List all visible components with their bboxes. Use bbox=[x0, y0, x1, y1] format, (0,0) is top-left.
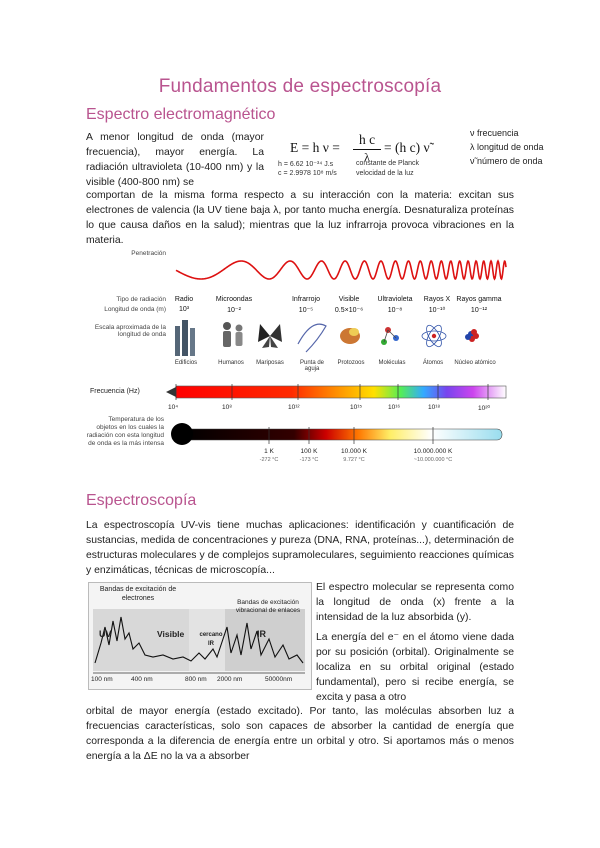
absorption-spectrum-figure bbox=[88, 582, 312, 690]
label-electron-bands: Bandas de excitación de electrones bbox=[99, 586, 177, 602]
scale-label: Escala aproximada de la longitud de onda bbox=[94, 324, 166, 338]
temp-c-2: -173 °C bbox=[299, 457, 319, 463]
freq-tick: 10¹⁵ bbox=[350, 404, 363, 411]
type-radio: Radio bbox=[174, 296, 194, 303]
type-xray: Rayos X bbox=[423, 296, 451, 303]
const-c-name: velocidad de la luz bbox=[356, 170, 414, 177]
axis-tick: 50000nm bbox=[265, 676, 293, 683]
object-molecules: Moléculas bbox=[378, 360, 406, 366]
needle-icon bbox=[298, 324, 326, 352]
label-vibrational-bands: Bandas de excitación vibracional de enlaces bbox=[235, 599, 301, 614]
freq-tick: 10⁸ bbox=[222, 404, 232, 411]
temp-10000k: 10.000 K bbox=[340, 448, 368, 455]
legend-frequency: ν frecuencia bbox=[470, 128, 519, 138]
temp-100k: 100 K bbox=[300, 448, 318, 455]
const-c: c = 2.9978 10⁸ m/s bbox=[278, 170, 337, 177]
temperature-label: Temperatura de los objetos en los cuales la radiación con esta longitud de onda es la más intensa bbox=[86, 416, 164, 447]
section-heading-spectrum: Espectro electromagnético bbox=[86, 106, 276, 123]
object-protozoa: Protozoos bbox=[337, 360, 365, 366]
wave-curve bbox=[176, 261, 506, 279]
temp-c-1: -272 °C bbox=[259, 457, 279, 463]
formula-lhs: E = h ν = bbox=[290, 140, 340, 155]
molecule-icon bbox=[381, 327, 399, 345]
region-uv: UV bbox=[99, 629, 112, 639]
wavelength-visible: 0.5×10⁻⁶ bbox=[334, 307, 364, 314]
absorption-paragraph: orbital de mayor energía (estado excitado). Por tanto, las moléculas absorben luz a frecuencias características, solo son capaces de absorber la cantidad de energía que corresponda a la diferencia de energía entre un orbital y otro. Si aportamos más o menos energía a la ΔE no la va a absorber bbox=[86, 706, 514, 762]
formula-numerator: h c bbox=[358, 132, 376, 147]
region-near-ir: cercano IR bbox=[199, 632, 223, 647]
legend-wavenumber: ν̃ número de onda bbox=[470, 156, 543, 166]
temp-c-3: 9.727 °C bbox=[343, 457, 365, 463]
object-needle: Punta de aguja bbox=[299, 360, 325, 372]
const-h-name: constante de Planck bbox=[356, 160, 420, 167]
wave-label: Penetración bbox=[131, 250, 166, 257]
axis-tick: 800 nm bbox=[185, 676, 207, 683]
formula-rhs: = (h c) ν̃ bbox=[384, 140, 430, 155]
freq-tick: 10⁴ bbox=[168, 404, 179, 411]
freq-tick: 10¹² bbox=[288, 404, 300, 411]
const-h: h = 6.62 10⁻³⁴ J.s bbox=[278, 161, 334, 168]
freq-tick: 10¹⁶ bbox=[388, 404, 401, 411]
frequency-arrow bbox=[166, 387, 176, 397]
region-visible: Visible bbox=[157, 629, 185, 639]
type-microwave: Microondas bbox=[215, 296, 253, 303]
freq-tick: 10¹⁸ bbox=[428, 404, 441, 411]
wavelength-label: Longitud de onda (m) bbox=[104, 306, 166, 313]
object-atoms: Átomos bbox=[422, 360, 444, 366]
thermometer-bulb bbox=[171, 423, 193, 445]
region-ir: IR bbox=[257, 629, 266, 639]
wavelength-xray: 10⁻¹⁰ bbox=[428, 307, 446, 314]
atom-icon bbox=[422, 323, 446, 349]
wavelength-radio: 10³ bbox=[178, 306, 190, 313]
type-visible: Visible bbox=[338, 296, 360, 303]
spectroscopy-paragraph: La espectroscopía UV-vis tiene muchas aplicaciones: identificación y cuantificación de sustancias, medida de concentraciones y pureza (DNA, RNA, proteínas...), determinación de estructuras moleculares y de complejos supramoleculares, seguimiento reacciones químicas y enzimáticas, técnicas de microscopía... bbox=[86, 520, 514, 576]
temperature-bar bbox=[182, 429, 502, 440]
wavelength-gamma: 10⁻¹² bbox=[470, 307, 488, 314]
legend-wavelength: λ longitud de onda bbox=[470, 142, 544, 152]
temp-c-4: ~10.000.000 °C bbox=[413, 457, 453, 463]
molecular-spectrum-paragraph: El espectro molecular se representa como la longitud de onda (x) frente a la intensidad de la luz absorbida (y). bbox=[316, 582, 514, 623]
em-spectrum-figure bbox=[86, 248, 516, 470]
axis-tick: 400 nm bbox=[131, 676, 153, 683]
building-icon bbox=[175, 320, 195, 356]
temp-10000000k: 10.000.000 K bbox=[413, 448, 453, 455]
object-buildings: Edificios bbox=[174, 360, 198, 366]
temp-1k: 1 K bbox=[264, 448, 274, 455]
object-nucleus: Núcleo atómico bbox=[454, 360, 496, 366]
page-title: Fundamentos de espectroscopía bbox=[158, 76, 442, 97]
nucleus-icon bbox=[465, 329, 479, 342]
axis-tick: 100 nm bbox=[91, 676, 113, 683]
section-heading-spectroscopy: Espectroscopía bbox=[86, 492, 197, 509]
freq-tick: 10²⁰ bbox=[478, 405, 491, 412]
butterfly-icon bbox=[258, 324, 282, 348]
protozoa-icon bbox=[340, 328, 360, 344]
frequency-label: Frecuencia (Hz) bbox=[90, 388, 140, 395]
wavelength-microwave: 10⁻² bbox=[227, 307, 241, 314]
type-label: Tipo de radiación bbox=[116, 296, 166, 303]
frequency-bar bbox=[176, 386, 506, 398]
object-humans: Humanos bbox=[218, 360, 244, 366]
wavelength-ultraviolet: 10⁻⁸ bbox=[387, 307, 403, 314]
intro-paragraph-left: A menor longitud de onda (mayor frecuencia), mayor energía. La radiación ultravioleta (10-400 nm) y la visible (400-800 nm) se bbox=[86, 132, 264, 188]
axis-tick: 2000 nm bbox=[217, 676, 243, 683]
electron-energy-paragraph: La energía del e⁻ en el átomo viene dada por su posición (orbital). Originalmente se localiza en su orbital original (estado fundamental), pero si recibe energía, se excita y pasa a otro bbox=[316, 632, 514, 703]
intro-paragraph-full: comportan de la misma forma respecto a su interacción con la materia: excitan sus electrones de valencia (la UV tiene baja λ, por tanto mucha energía. Desnaturaliza proteínas lo que causa daños en la salud); mientras que la luz infrarroja provoca vibraciones en la materia. bbox=[86, 190, 514, 246]
type-gamma: Rayos gamma bbox=[456, 296, 502, 303]
type-ultraviolet: Ultravioleta bbox=[377, 296, 413, 303]
human-icon bbox=[223, 322, 243, 347]
wavelength-infrared: 10⁻⁵ bbox=[298, 307, 314, 314]
formula-denominator: λ bbox=[364, 150, 370, 164]
type-infrared: Infrarrojo bbox=[291, 296, 320, 303]
object-butterflies: Mariposas bbox=[256, 360, 284, 366]
